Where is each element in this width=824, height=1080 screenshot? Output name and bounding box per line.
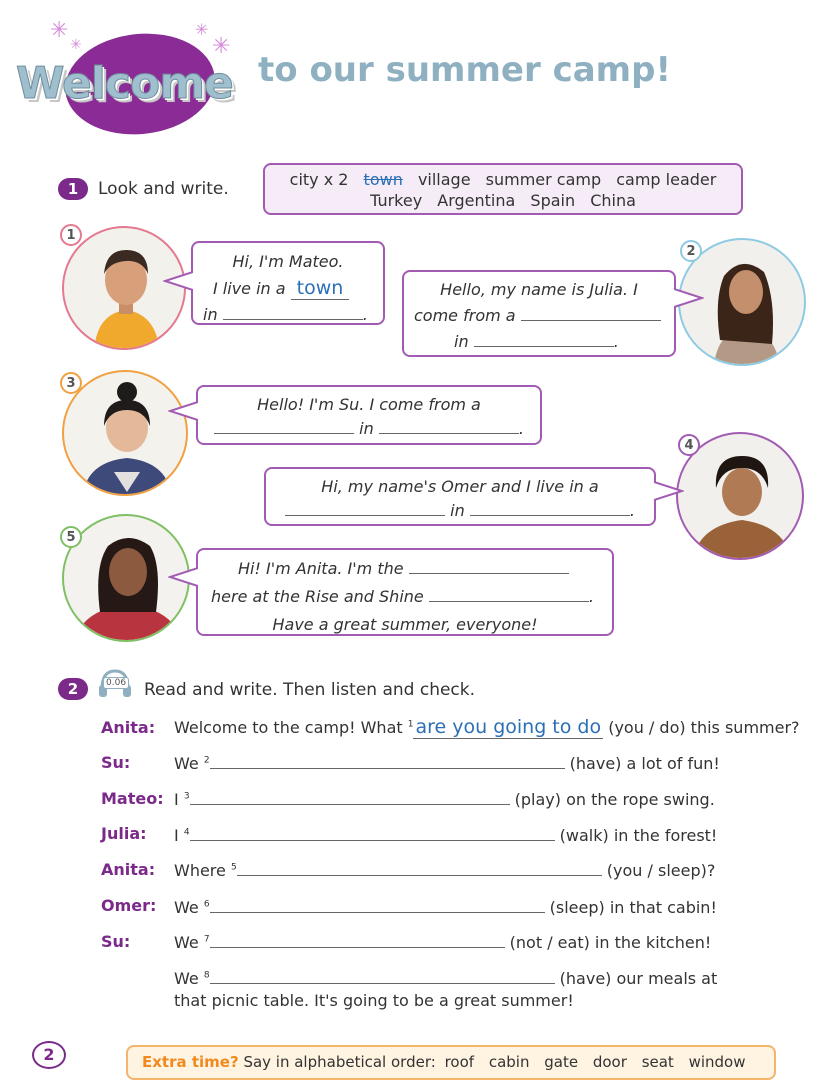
line-text: Where <box>174 861 226 880</box>
omer-line-2: in <box>450 501 465 520</box>
answer-3[interactable] <box>190 790 510 805</box>
omer-blank-1[interactable] <box>285 501 445 516</box>
dialogue-line-7 <box>174 933 711 952</box>
anita-line-1: Hi! I'm Anita. I'm the <box>238 559 404 578</box>
character-5-number: 5 <box>60 526 82 548</box>
julia-blank-2[interactable] <box>474 332 614 347</box>
exercise-2-number: 2 <box>58 678 88 700</box>
answer-4[interactable] <box>190 826 555 841</box>
anita-line-3: Have a great summer, everyone! <box>272 615 538 634</box>
exercise-1-number: 1 <box>58 178 88 200</box>
anita-speech-bubble: Hi! I'm Anita. I'm the here at the Rise and Shine . Have a great summer, everyone! <box>196 548 614 636</box>
word-item: village <box>417 170 471 189</box>
page-number: 2 <box>32 1041 66 1069</box>
line-hint: (play) on the rope swing. <box>514 790 715 809</box>
word-item: summer camp <box>485 170 602 189</box>
word-item: city x 2 <box>289 170 349 189</box>
dialogue-line-3 <box>174 790 715 809</box>
line-text: I <box>174 790 179 809</box>
su-blank-2[interactable] <box>379 419 519 434</box>
su-photo <box>62 370 188 496</box>
word-box <box>263 163 743 215</box>
extra-time-text: Say in alphabetical order: <box>243 1053 436 1071</box>
character-1-number: 1 <box>60 224 82 246</box>
line-text: Welcome to the camp! What <box>174 718 403 737</box>
answer-6[interactable] <box>210 898 545 913</box>
word-item: China <box>590 191 636 210</box>
character-3-number: 3 <box>60 372 82 394</box>
speaker-label: Su: <box>101 753 131 772</box>
omer-speech-bubble: Hi, my name's Omer and I live in a in . <box>264 467 656 526</box>
gap-number: 4 <box>183 827 190 838</box>
su-blank-1[interactable] <box>214 419 354 434</box>
bubble-tail <box>674 287 704 309</box>
extra-word: window <box>688 1053 746 1071</box>
gap-number: 1 <box>407 719 414 730</box>
bubble-tail <box>654 480 684 502</box>
speaker-label: Mateo: <box>101 789 164 808</box>
word-item-crossed: town <box>363 170 403 189</box>
extra-word: gate <box>544 1053 579 1071</box>
gap-number: 6 <box>203 899 210 910</box>
extra-word: seat <box>641 1053 674 1071</box>
title-welcome: Welcome <box>16 58 233 109</box>
character-4-number: 4 <box>678 434 700 456</box>
bubble-tail <box>168 566 198 588</box>
answer-2[interactable] <box>210 754 565 769</box>
word-item: Argentina <box>437 191 516 210</box>
sparkle-icon: ✳ <box>70 37 82 53</box>
audio-track-label: 0.06 <box>103 677 129 689</box>
sparkle-icon: ✳ <box>195 20 209 39</box>
anita-blank-2[interactable] <box>429 587 589 602</box>
dialogue-line-8-cont: that picnic table. It's going to be a great summer! <box>174 991 574 1010</box>
line-hint: (you / sleep)? <box>606 861 716 880</box>
gap-number: 5 <box>230 862 237 873</box>
speaker-label: Omer: <box>101 896 157 915</box>
mateo-line-2: I live in a <box>213 279 286 298</box>
su-speech-bubble: Hello! I'm Su. I come from a in . <box>196 385 542 445</box>
extra-word: roof <box>444 1053 475 1071</box>
sparkle-icon: ✳ <box>212 34 231 59</box>
mateo-line-3: in <box>203 305 218 324</box>
speaker-label: Anita: <box>101 860 156 879</box>
mateo-speech-bubble: Hi, I'm Mateo. I live in a town in . <box>191 241 385 325</box>
mateo-blank[interactable] <box>223 305 363 320</box>
su-line-1: Hello! I'm Su. I come from a <box>257 395 481 414</box>
dialogue-line-4 <box>174 826 717 845</box>
omer-line-1: Hi, my name's Omer and I live in a <box>321 477 599 496</box>
line-hint: (sleep) in that cabin! <box>549 898 717 917</box>
word-item: camp leader <box>616 170 717 189</box>
word-item: Turkey <box>370 191 423 210</box>
extra-word: cabin <box>488 1053 530 1071</box>
julia-blank-1[interactable] <box>521 306 661 321</box>
line-text: We <box>174 898 199 917</box>
exercise-2-instruction: Read and write. Then listen and check. <box>144 680 476 700</box>
dialogue-line-6 <box>174 898 717 917</box>
line-hint: (walk) in the forest! <box>559 826 718 845</box>
answer-8[interactable] <box>210 969 555 984</box>
answer-7[interactable] <box>210 933 505 948</box>
julia-line-1: Hello, my name is Julia. I <box>440 280 638 299</box>
line-hint: (have) our meals at <box>559 969 718 988</box>
mateo-line-1: Hi, I'm Mateo. <box>232 252 344 271</box>
speaker-label: Su: <box>101 932 131 951</box>
speaker-label: Julia: <box>101 824 147 843</box>
anita-blank-1[interactable] <box>409 559 569 574</box>
answer-5[interactable] <box>237 861 602 876</box>
line-hint: (have) a lot of fun! <box>569 754 720 773</box>
omer-blank-2[interactable] <box>470 501 630 516</box>
extra-word: door <box>592 1053 627 1071</box>
extra-time-box <box>126 1045 776 1080</box>
julia-line-3: in <box>454 332 469 351</box>
bubble-tail <box>168 400 198 422</box>
gap-number: 2 <box>203 755 210 766</box>
dialogue-line-1 <box>174 716 800 738</box>
exercise-1-instruction: Look and write. <box>98 179 229 199</box>
dialogue-line-5 <box>174 861 715 880</box>
extra-time-label: Extra time? <box>142 1053 239 1071</box>
answer-1[interactable]: are you going to do <box>415 716 602 738</box>
gap-number: 3 <box>183 791 190 802</box>
julia-speech-bubble: Hello, my name is Julia. I come from a in . <box>402 270 676 357</box>
speaker-label: Anita: <box>101 718 156 737</box>
line-hint: (not / eat) in the kitchen! <box>509 933 712 952</box>
sparkle-icon: ✳ <box>50 18 69 43</box>
line-text: We <box>174 969 199 988</box>
bubble-tail <box>163 270 193 292</box>
character-2-number: 2 <box>680 240 702 262</box>
julia-line-2: come from a <box>414 306 516 325</box>
dialogue-line-8 <box>174 969 717 988</box>
line-hint: (you / do) this summer? <box>608 718 800 737</box>
line-text: We <box>174 754 199 773</box>
line-text: We <box>174 933 199 952</box>
title-rest: to our summer camp! <box>258 50 671 90</box>
dialogue-line-2 <box>174 754 720 773</box>
word-item: Spain <box>530 191 576 210</box>
gap-number: 7 <box>203 934 210 945</box>
su-line-2: in <box>359 419 374 438</box>
mateo-answer[interactable]: town <box>291 277 350 300</box>
gap-number: 8 <box>203 970 210 981</box>
anita-line-2: here at the Rise and Shine <box>211 587 424 606</box>
line-text: I <box>174 826 179 845</box>
